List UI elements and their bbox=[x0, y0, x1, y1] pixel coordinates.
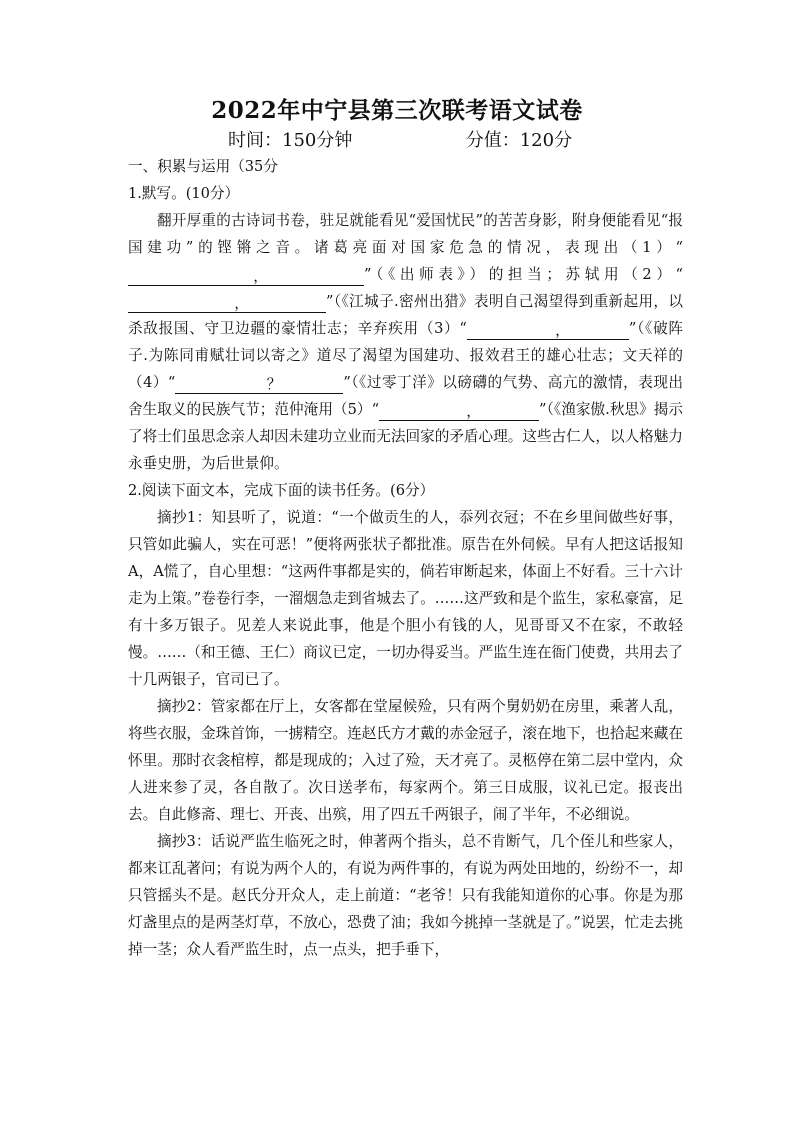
excerpt-1: 摘抄1：知县听了，说道：“一个做贡生的人，忝列衣冠；不在乡里间做些好事，只管如此骗人，实在可恶！”便将两张状子都批准。原告在外伺候。早有人把这话报知A，A慌了，自心里想：“这两件事都是实的，倘若审断起来，体面上不好看。三十六计走为上策。”卷卷行李，一溜烟急走到省城去了。……这严致和是个监生，家私豪富，足有十多万银子。见差人来说此事，他是个胆小有钱的人，见哥哥又不在家，不敢轻慢。……（和王德、王仁）商议已定，一切办得妥当。严监生连在衙门使费，共用去了十几两银子，官司已了。 bbox=[128, 509, 683, 688]
question-1-paragraph bbox=[128, 207, 683, 477]
exam-body bbox=[128, 153, 683, 963]
q1-text-2: ”（《出师表》）的担当；苏轼用（2）“ bbox=[364, 266, 683, 283]
q1-text-4: ”（《破阵子.为陈同甫赋壮词以寄之》道尽了渴望为国建功、报效君王的雄心壮志；文天祥的（4）“ bbox=[128, 320, 683, 391]
answer-blank-4[interactable]: ？ bbox=[175, 377, 343, 394]
excerpt-2: 摘抄2：管家都在厅上，女客都在堂屋候殓，只有两个舅奶奶在房里，乘著人乱，将些衣服，金珠首饰，一掳精空。连赵氏方才戴的赤金冠子，滚在地下，也拾起来藏在怀里。那时衣衾棺椁，都是现成的；入过了殓，天才亮了。灵柩停在第二层中堂内，众人进来参了灵，各自散了。次日送孝布，每家两个。第三日成服，议礼已定。报丧出去。自此修斋、理七、开丧、出殡，用了四五千两银子，闹了半年，不必细说。 bbox=[128, 698, 683, 823]
answer-blank-1[interactable]: ， bbox=[128, 269, 364, 286]
answer-blank-5[interactable]: ， bbox=[379, 404, 539, 421]
question-1-label: 1.默写。(10分） bbox=[128, 185, 240, 202]
answer-blank-2[interactable]: ， bbox=[128, 296, 326, 313]
answer-blank-3[interactable]: ， bbox=[467, 323, 629, 340]
question-2-label: 2.阅读下面文本，完成下面的读书任务。(6分） bbox=[128, 482, 435, 499]
section-heading: 一、积累与运用（35分 bbox=[128, 158, 278, 175]
q1-text-6: ”（《渔家傲.秋思》揭示了将士们虽思念亲人却因未建功立业而无法回家的矛盾心理。这些古仁人，以人格魅力永垂史册，为后世景仰。 bbox=[128, 401, 683, 472]
exam-subtitle bbox=[228, 128, 572, 154]
q1-text-1: 翻开厚重的古诗词书卷，驻足就能看见“爱国忧民”的苦苦身影，附身便能看见“报国建功”的铿锵之音。诸葛亮面对国家危急的情况，表现出（1）“ bbox=[128, 212, 683, 256]
q1-text-5: ”（《过零丁洋》以磅礴的气势、高亢的激情，表现出舍生取义的民族气节；范仲淹用（5）“ bbox=[128, 374, 683, 418]
q1-text-3: ”（《江城子.密州出猎》表明自己渴望得到重新起用，以杀敌报国、守卫边疆的豪情壮志；辛弃疾用（3）“ bbox=[128, 293, 683, 337]
exam-score: 分值：120分 bbox=[465, 130, 573, 151]
excerpt-3: 摘抄3：话说严监生临死之时，伸著两个指头，总不肯断气，几个侄儿和些家人，都来讧乱著问；有说为两个人的，有说为两件事的，有说为两处田地的，纷纷不一，却只管摇头不是。赵氏分开众人，走上前道：“老爷！只有我能知道你的心事。你是为那灯盏里点的是两茎灯草，不放心，恐费了油；我如今挑掉一茎就是了。”说罢，忙走去挑掉一茎；众人看严监生时，点一点头，把手垂下， bbox=[128, 833, 683, 958]
exam-title: 2022年中宁县第三次联考语文试卷 bbox=[211, 97, 583, 124]
exam-time: 时间：150分钟 bbox=[228, 130, 353, 151]
